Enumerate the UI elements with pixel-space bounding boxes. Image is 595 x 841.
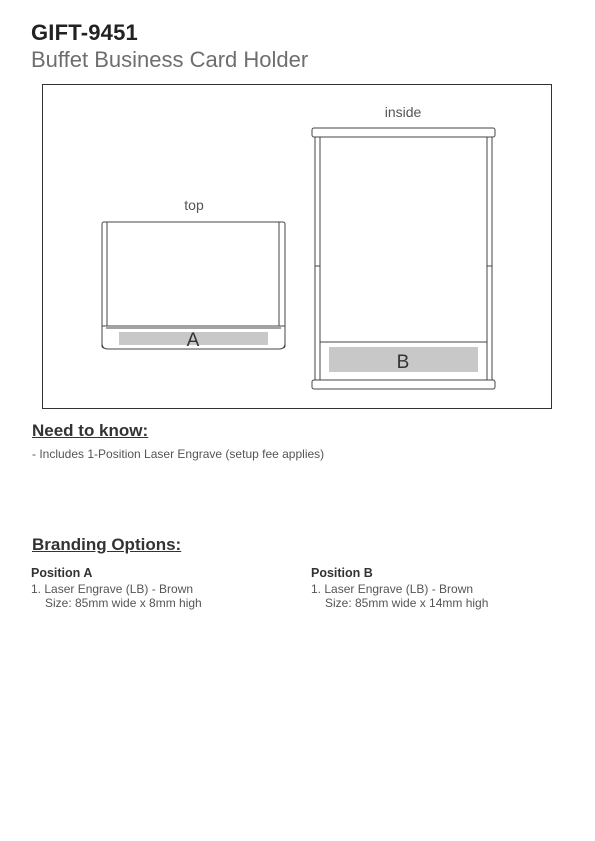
position-b-title: Position B: [311, 566, 373, 580]
branding-options-heading: Branding Options:: [32, 535, 182, 554]
position-b-method: 1. Laser Engrave (LB) - Brown: [311, 581, 474, 596]
inside-view-label: inside: [384, 104, 422, 120]
position-b-size: Size: 85mm wide x 14mm high: [325, 596, 489, 610]
position-a-details: [31, 566, 202, 611]
need-to-know-heading: Need to know:: [32, 421, 149, 440]
product-drawing: [43, 85, 553, 410]
position-a-size: Size: 85mm wide x 8mm high: [45, 596, 202, 610]
position-b-letter: B: [396, 352, 410, 373]
position-b-details: [311, 566, 488, 611]
top-view-label: top: [184, 197, 204, 213]
need-to-know-note: - Includes 1-Position Laser Engrave (setup fee applies): [32, 447, 325, 461]
product-name: Buffet Business Card Holder: [31, 47, 309, 72]
product-illustration: [42, 84, 552, 409]
position-a-letter: A: [186, 330, 200, 351]
position-a-title: Position A: [31, 566, 93, 580]
position-a-method: 1. Laser Engrave (LB) - Brown: [31, 581, 194, 596]
product-code: GIFT-9451: [31, 20, 138, 45]
